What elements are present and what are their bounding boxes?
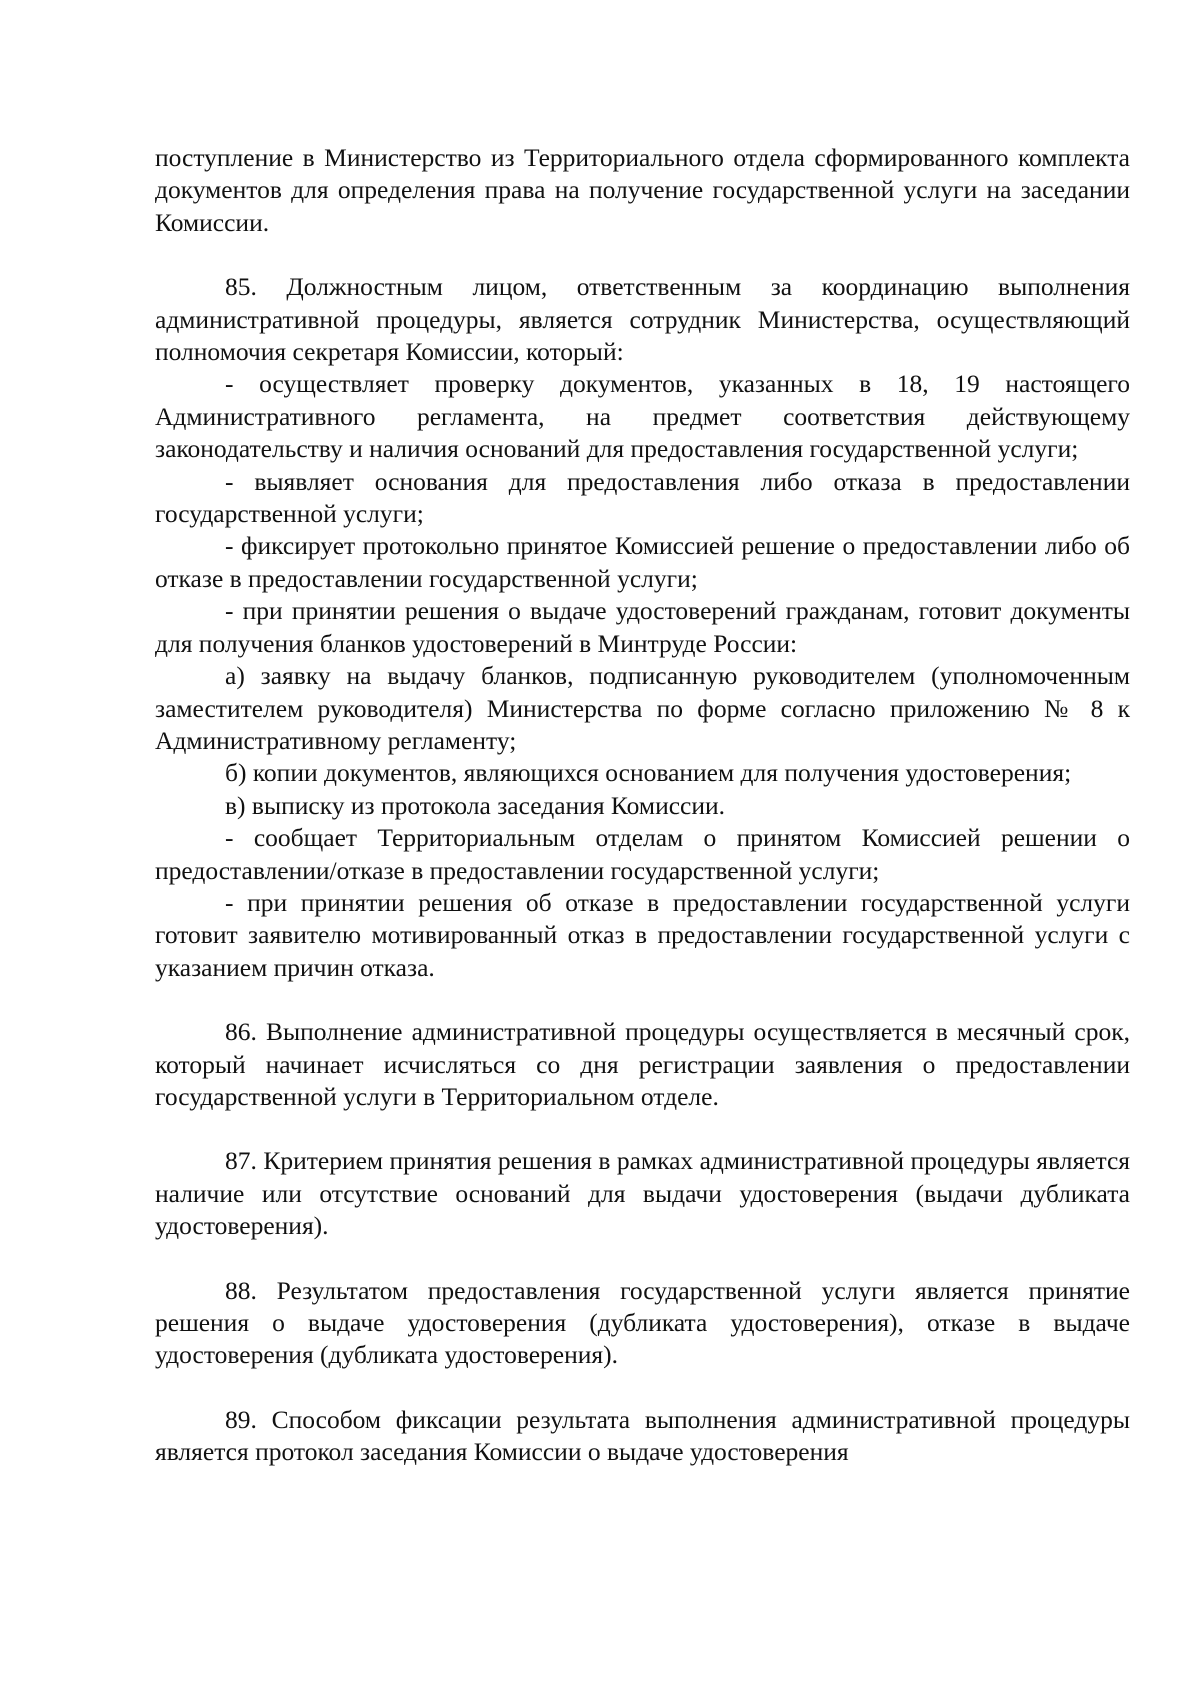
sub-item-b: б) копии документов, являющихся основанием для получения удостоверения; — [225, 758, 1072, 788]
paragraph-88: 88. Результатом предоставления государственной услуги является принятие решения о выдаче удостоверения (дубликата удостоверения), отказе в выдаче удостоверения (дубликата удостоверения). — [155, 1275, 1130, 1370]
paragraph-85: 85. Должностным лицом, ответственным за координацию выполнения административной процедуры, является сотрудник Министерства, осуществляющий полномочия секретаря Комиссии, который: — [155, 272, 1130, 367]
list-item-identify-grounds: - выявляет основания для предоставления либо отказа в предоставлении государственной услуги; — [155, 466, 1130, 529]
paragraph-continuation: поступление в Министерство из Территориального отдела сформированного комплекта документов для определения права на получение государственной услуги на заседании Комиссии. — [155, 143, 1130, 237]
list-item-check-documents: - осуществляет проверку документов, указанных в 18, 19 настоящего Административного регламента, на предмет соответствия действующему законодательству и наличия оснований для предоставления государственной услуги; — [155, 369, 1130, 464]
paragraph-89: 89. Способом фиксации результата выполнения административной процедуры является протокол заседания Комиссии о выдаче удостоверения — [155, 1404, 1130, 1467]
paragraph-87: 87. Критерием принятия решения в рамках административной процедуры является наличие или отсутствие оснований для выдачи удостоверения (выдачи дубликата удостоверения). — [155, 1146, 1130, 1241]
document-body — [155, 142, 1130, 1469]
list-item-record-decision: - фиксирует протокольно принятое Комиссией решение о предоставлении либо об отказе в предоставлении государственной услуги; — [155, 531, 1130, 593]
list-item-notify-departments: - сообщает Территориальным отделам о принятом Комиссией решении о предоставлении/отказе в предоставлении государственной услуги; — [155, 823, 1130, 885]
paragraph-86: 86. Выполнение административной процедуры осуществляется в месячный срок, который начинает исчисляться со дня регистрации заявления о предоставлении государственной услуги в Территориальном отделе. — [155, 1017, 1130, 1111]
list-item-prepare-refusal: - при принятии решения об отказе в предоставлении государственной услуги готовит заявителю мотивированный отказ в предоставлении государственной услуги с указанием причин отказа. — [155, 887, 1130, 982]
list-item-prepare-documents: - при принятии решения о выдаче удостоверений гражданам, готовит документы для получения бланков удостоверений в Минтруде России: — [155, 596, 1130, 658]
sub-item-v: в) выписку из протокола заседания Комиссии. — [225, 790, 726, 820]
sub-item-a: а) заявку на выдачу бланков, подписанную руководителем (уполномоченным заместителем руководителя) Министерства по форме согласно приложению № 8 к Административному регламенту; — [155, 661, 1130, 755]
